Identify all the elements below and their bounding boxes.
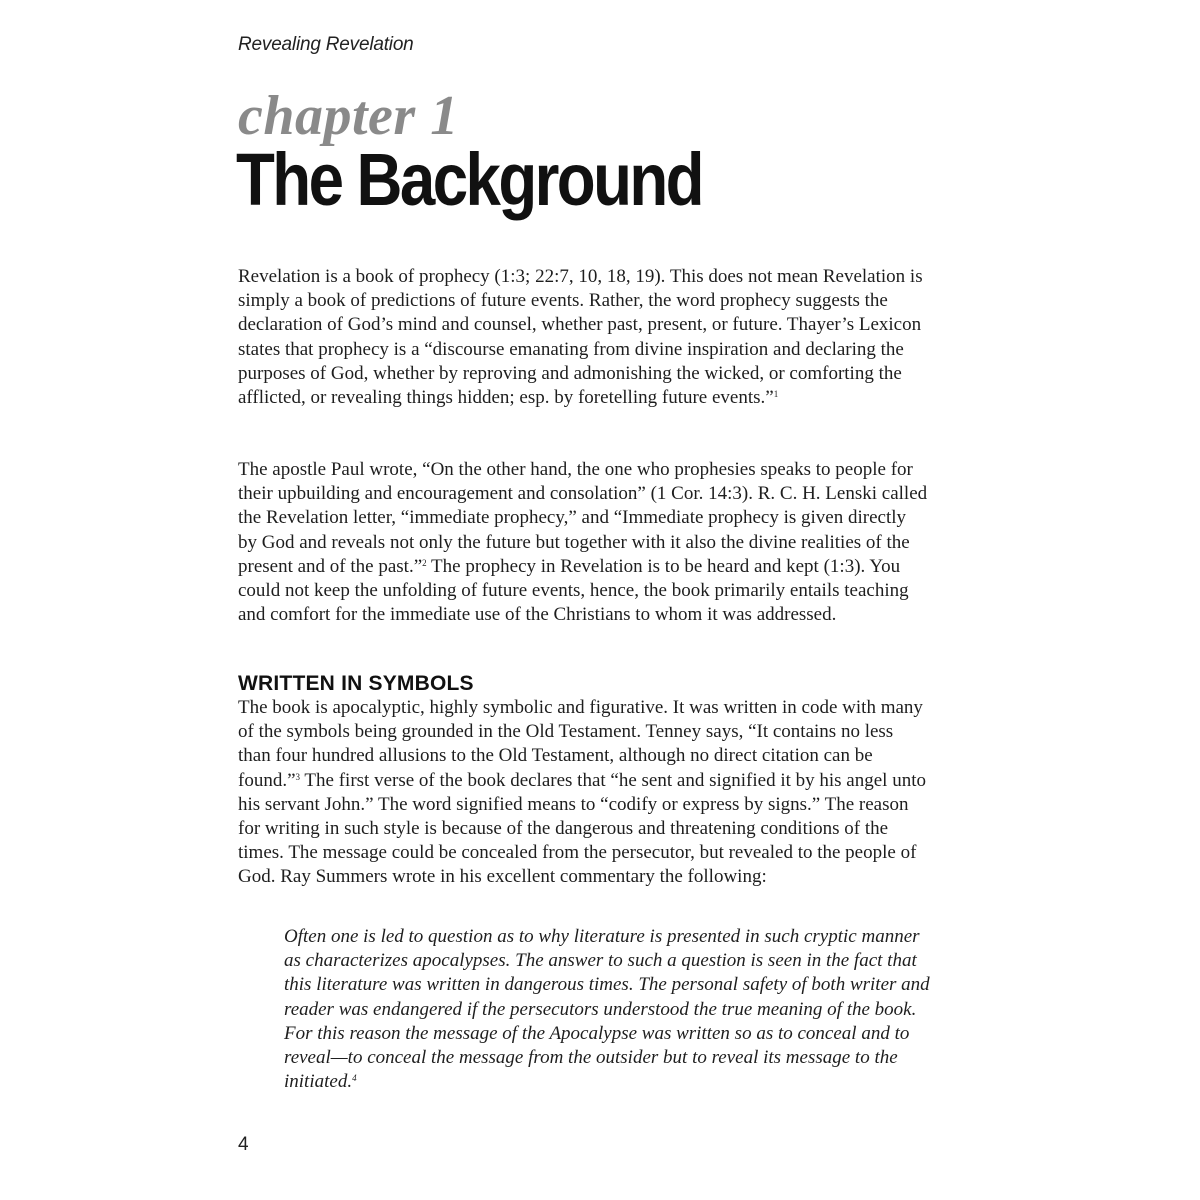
page-number: 4 xyxy=(238,1134,249,1155)
paragraph-3-text-a: The book is apocalyptic, highly symbolic and figurative. It was written in code with many of the symbols being grounded in the Old Testament. Tenney says, “It contains no less than four hundred allusions to the Old Testament, although no direct citation can be found.” xyxy=(238,697,923,791)
footnote-marker-4: 4 xyxy=(352,1073,357,1084)
block-quote-text: Often one is led to question as to why literature is presented in such cryptic manner as characterizes apocalypses. The answer to such a question is seen in the fact that this literature was written in dangerous times. The personal safety of both writer and reader was endangered if the persecutors understood the true meaning of the book. For this reason the message of the Apocalypse was written so as to conceal and to reveal—to conceal the message from the outsider but to reveal its message to the initiated. xyxy=(284,926,930,1093)
paragraph-2 xyxy=(238,458,928,627)
footnote-marker-3: 3 xyxy=(295,771,301,782)
paragraph-2-text-a: The apostle Paul wrote, “On the other hand, the one who prophesies speaks to people for their upbuilding and encouragement and consolation” (1 Cor. 14:3). R. C. H. Lenski called the Revelation letter, “immediate prophecy,” and “Immediate prophecy is given directly by God and reveals not only the future but together with it also the divine realities of the present and of the past.” xyxy=(238,459,928,577)
block-quote xyxy=(284,925,934,1094)
footnote-marker-1: 1 xyxy=(773,389,779,400)
section-heading: WRITTEN IN SYMBOLS xyxy=(238,672,474,695)
paragraph-2-text-b: The prophecy in Revelation is to be heard and kept (1:3). You could not keep the unfolding of future events, hence, the book primarily entails teaching and comfort for the immediate use of the Christians to whom it was addressed. xyxy=(238,555,909,626)
paragraph-3 xyxy=(238,696,928,890)
paragraph-1 xyxy=(238,265,928,410)
chapter-title: The Background xyxy=(236,138,702,221)
paragraph-3-text-b: The first verse of the book declares that “he sent and signified it by his angel unto his servant John.” The word signified means to “codify or express by signs.” The reason for writing in such style is because of the dangerous and threatening conditions of the times. The message could be concealed from the persecutor, but revealed to the people of God. Ray Summers wrote in his excellent commentary the following: xyxy=(238,769,926,888)
running-head: Revealing Revelation xyxy=(238,34,414,55)
chapter-label: chapter 1 xyxy=(238,85,459,147)
paragraph-1-text: Revelation is a book of prophecy (1:3; 22:7, 10, 18, 19). This does not mean Revelation is simply a book of predictions of future events. Rather, the word prophecy suggests the declaration of God’s mind and counsel, whether past, present, or future. Thayer’s Lexicon states that prophecy is a “discourse emanating from divine inspiration and declaring the purposes of God, whether by reproving and admonishing the wicked, or comforting the afflicted, or revealing things hidden; esp. by foretelling future events.” xyxy=(238,266,923,409)
footnote-marker-2: 2 xyxy=(422,557,427,568)
